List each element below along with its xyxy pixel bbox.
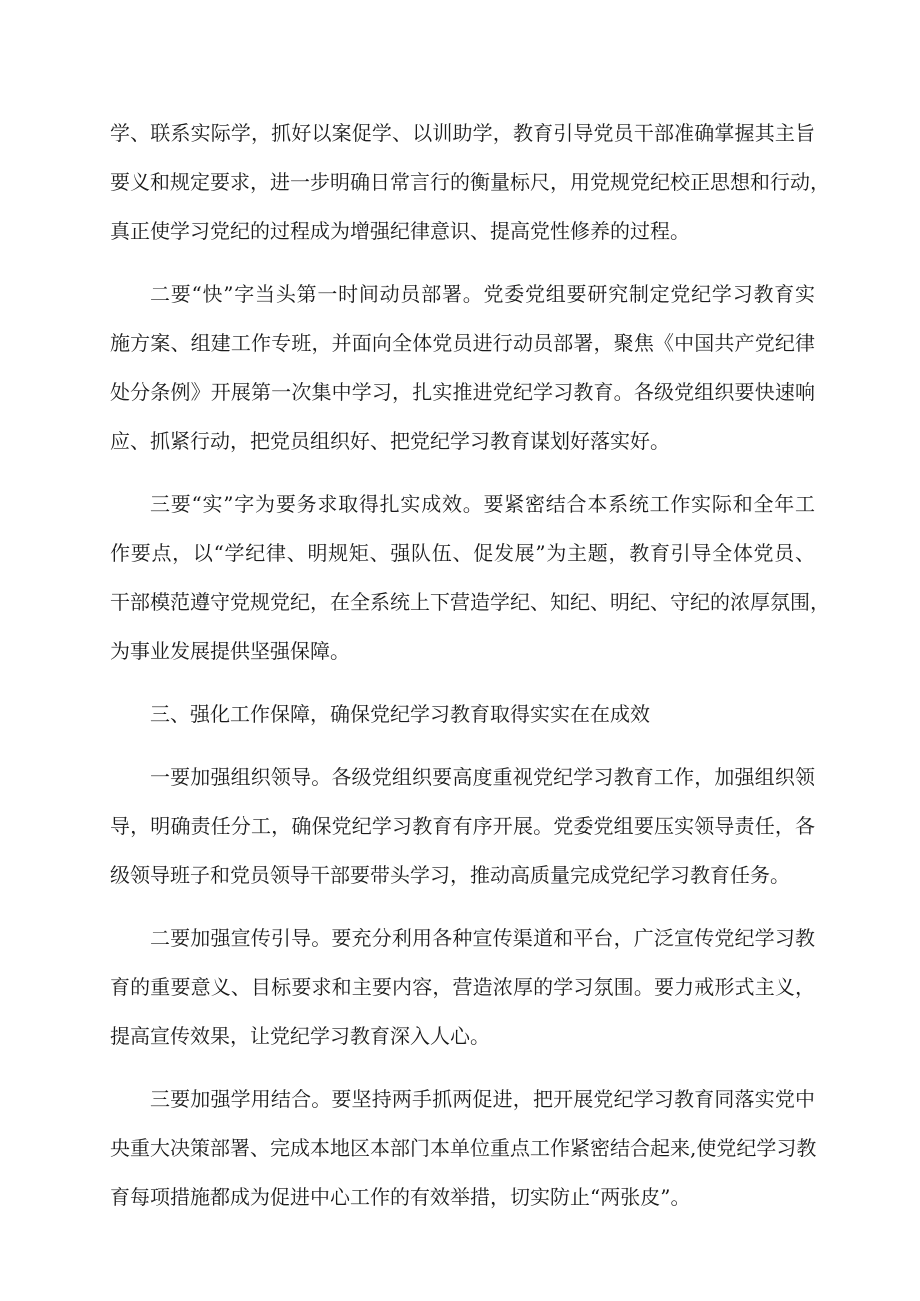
paragraph-shi — [110, 480, 830, 676]
text-line: 导，明确责任分工，确保党纪学习教育有序开展。党委党组要压实领导责任，各 — [110, 814, 815, 838]
text-line: 级领导班子和党员领导干部要带头学习，推动高质量完成党纪学习教育任务。 — [110, 863, 790, 887]
paragraph-publicity — [110, 914, 815, 1061]
text-line: 要义和规定要求，进一步明确日常言行的衡量标尺，用党规党纪校正思想和行动， — [110, 170, 830, 194]
text-line: 三要“实”字为要务求取得扎实成效。要紧密结合本系统工作实际和全年工 — [150, 492, 815, 516]
paragraph-combination — [110, 1075, 815, 1222]
text-line: 提高宣传效果，让党纪学习教育深入人心。 — [110, 1024, 490, 1048]
heading-line: 三、强化工作保障，确保党纪学习教育取得实实在在成效 — [150, 702, 650, 726]
text-line: 央重大决策部署、完成本地区本部门本单位重点工作紧密结合起来,使党纪学习教 — [110, 1136, 817, 1160]
text-line: 育每项措施都成为促进中心工作的有效举措，切实防止“两张皮”。 — [110, 1185, 691, 1209]
paragraph-continuation — [110, 109, 830, 256]
text-line: 应、抓紧行动，把党员组织好、把党纪学习教育谋划好落实好。 — [110, 429, 670, 453]
text-line: 施方案、组建工作专班，并面向全体党员进行动员部署，聚焦《中国共产党纪律 — [110, 331, 815, 355]
text-line: 真正使学习党纪的过程成为增强纪律意识、提高党性修养的过程。 — [110, 219, 690, 243]
section-heading — [110, 690, 815, 739]
text-line: 一要加强组织领导。各级党组织要高度重视党纪学习教育工作，加强组织领 — [150, 765, 815, 789]
paragraph-kuai — [110, 270, 815, 466]
paragraph-organization — [110, 753, 815, 900]
text-line: 二要加强宣传引导。要充分利用各种宣传渠道和平台，广泛宣传党纪学习教 — [150, 926, 815, 950]
text-line: 学、联系实际学，抓好以案促学、以训助学，教育引导党员干部准确掌握其主旨 — [110, 121, 815, 145]
text-line: 育的重要意义、目标要求和主要内容，营造浓厚的学习氛围。要力戒形式主义， — [110, 975, 815, 999]
document-body — [110, 109, 830, 1222]
text-line: 为事业发展提供坚强保障。 — [110, 639, 350, 663]
text-line: 二要“快”字当头第一时间动员部署。党委党组要研究制定党纪学习教育实 — [150, 282, 815, 306]
text-line: 作要点，以“学纪律、明规矩、强队伍、促发展”为主题，教育引导全体党员、 — [110, 541, 815, 565]
text-line: 三要加强学用结合。要坚持两手抓两促进，把开展党纪学习教育同落实党中 — [150, 1087, 815, 1111]
text-line: 处分条例》开展第一次集中学习，扎实推进党纪学习教育。各级党组织要快速响 — [110, 380, 815, 404]
text-line: 干部模范遵守党规党纪，在全系统上下营造学纪、知纪、明纪、守纪的浓厚氛围， — [110, 590, 830, 614]
